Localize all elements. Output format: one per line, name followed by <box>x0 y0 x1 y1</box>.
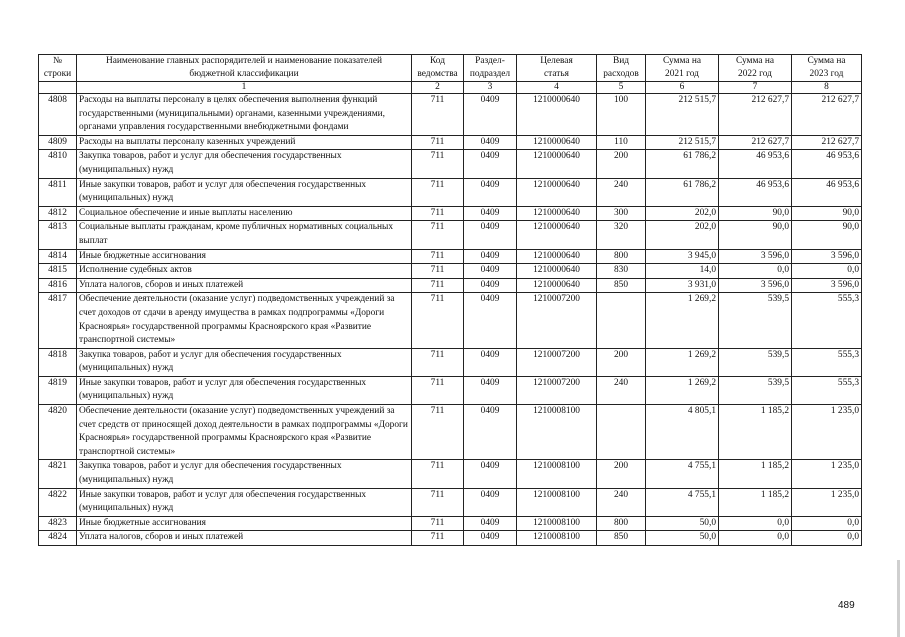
department-code-cell: 711 <box>412 206 464 221</box>
table-row <box>39 460 862 488</box>
expense-type-cell: 200 <box>597 150 646 178</box>
header-sum-2021: Сумма на 2021 год <box>646 55 719 82</box>
sum-2021-cell: 4 805,1 <box>646 405 719 460</box>
row-number-cell: 4810 <box>39 150 77 178</box>
section-cell: 0409 <box>464 150 517 178</box>
name-cell: Иные закупки товаров, работ и услуг для обеспечения государственных (муниципальных) нужд <box>77 488 412 516</box>
sum-2021-cell: 61 786,2 <box>646 178 719 206</box>
target-article-cell: 1210000640 <box>517 249 597 264</box>
table-row <box>39 488 862 516</box>
sum-2023-cell: 1 235,0 <box>792 488 862 516</box>
row-number-cell: 4808 <box>39 94 77 136</box>
target-article-cell: 1210000640 <box>517 206 597 221</box>
expense-type-cell: 240 <box>597 178 646 206</box>
section-cell: 0409 <box>464 376 517 404</box>
name-cell: Закупка товаров, работ и услуг для обеспечения государственных (муниципальных) нужд <box>77 460 412 488</box>
sum-2021-cell: 14,0 <box>646 264 719 279</box>
target-article-cell: 1210000640 <box>517 221 597 249</box>
sum-2022-cell: 3 596,0 <box>719 278 792 293</box>
department-code-cell: 711 <box>412 488 464 516</box>
section-cell: 0409 <box>464 178 517 206</box>
sum-2023-cell: 0,0 <box>792 531 862 546</box>
sum-2021-cell: 202,0 <box>646 221 719 249</box>
sum-2022-cell: 212 627,7 <box>719 94 792 136</box>
target-article-cell: 1210008100 <box>517 460 597 488</box>
table-row <box>39 206 862 221</box>
row-number-cell: 4814 <box>39 249 77 264</box>
table-row <box>39 221 862 249</box>
name-cell: Иные закупки товаров, работ и услуг для обеспечения государственных (муниципальных) нужд <box>77 376 412 404</box>
target-article-cell: 1210008100 <box>517 531 597 546</box>
expense-type-cell: 100 <box>597 94 646 136</box>
name-cell: Уплата налогов, сборов и иных платежей <box>77 278 412 293</box>
sum-2023-cell: 3 596,0 <box>792 249 862 264</box>
table-row <box>39 264 862 279</box>
sum-2021-cell: 1 269,2 <box>646 293 719 348</box>
sum-2023-cell: 90,0 <box>792 206 862 221</box>
name-cell: Иные бюджетные ассигнования <box>77 516 412 531</box>
sum-2022-cell: 1 185,2 <box>719 488 792 516</box>
header-name: Наименование главных распорядителей и наименование показателей бюджетной классификации <box>77 55 412 82</box>
table-row <box>39 150 862 178</box>
target-article-cell: 1210007200 <box>517 348 597 376</box>
sum-2023-cell: 555,3 <box>792 348 862 376</box>
name-cell: Социальное обеспечение и иные выплаты населению <box>77 206 412 221</box>
row-number-cell: 4812 <box>39 206 77 221</box>
expense-type-cell: 320 <box>597 221 646 249</box>
name-cell: Закупка товаров, работ и услуг для обеспечения государственных (муниципальных) нужд <box>77 150 412 178</box>
row-number-cell: 4815 <box>39 264 77 279</box>
table-row <box>39 249 862 264</box>
column-number: 5 <box>597 82 646 94</box>
expense-type-cell <box>597 405 646 460</box>
department-code-cell: 711 <box>412 405 464 460</box>
column-number <box>39 82 77 94</box>
section-cell: 0409 <box>464 135 517 150</box>
sum-2022-cell: 539,5 <box>719 376 792 404</box>
sum-2021-cell: 50,0 <box>646 516 719 531</box>
sum-2023-cell: 90,0 <box>792 221 862 249</box>
name-cell: Социальные выплаты гражданам, кроме публичных нормативных социальных выплат <box>77 221 412 249</box>
row-number-cell: 4819 <box>39 376 77 404</box>
sum-2021-cell: 212 515,7 <box>646 135 719 150</box>
sum-2023-cell: 0,0 <box>792 516 862 531</box>
sum-2021-cell: 1 269,2 <box>646 348 719 376</box>
table-row <box>39 531 862 546</box>
section-cell: 0409 <box>464 264 517 279</box>
row-number-cell: 4813 <box>39 221 77 249</box>
sum-2022-cell: 46 953,6 <box>719 150 792 178</box>
section-cell: 0409 <box>464 206 517 221</box>
expense-type-cell <box>597 293 646 348</box>
sum-2023-cell: 46 953,6 <box>792 178 862 206</box>
table-body <box>39 94 862 546</box>
scan-edge <box>897 560 900 637</box>
sum-2022-cell: 1 185,2 <box>719 460 792 488</box>
sum-2022-cell: 3 596,0 <box>719 249 792 264</box>
column-number: 4 <box>517 82 597 94</box>
expense-type-cell: 240 <box>597 488 646 516</box>
header-department-code: Код ведомства <box>412 55 464 82</box>
expense-type-cell: 300 <box>597 206 646 221</box>
expense-type-cell: 110 <box>597 135 646 150</box>
name-cell: Обеспечение деятельности (оказание услуг) подведомственных учреждений за счет доходов от сдачи в аренду имущества в рамках подпрограммы «Дороги Красноярья» государственной программы Красноярского края «Развитие транспортной системы» <box>77 293 412 348</box>
sum-2021-cell: 212 515,7 <box>646 94 719 136</box>
target-article-cell: 1210000640 <box>517 278 597 293</box>
column-number: 6 <box>646 82 719 94</box>
table-row <box>39 94 862 136</box>
expense-type-cell: 200 <box>597 460 646 488</box>
target-article-cell: 1210007200 <box>517 293 597 348</box>
sum-2021-cell: 202,0 <box>646 206 719 221</box>
section-cell: 0409 <box>464 278 517 293</box>
target-article-cell: 1210000640 <box>517 264 597 279</box>
department-code-cell: 711 <box>412 249 464 264</box>
header-target-article: Целевая статья <box>517 55 597 82</box>
section-cell: 0409 <box>464 405 517 460</box>
expense-type-cell: 800 <box>597 516 646 531</box>
row-number-cell: 4816 <box>39 278 77 293</box>
section-cell: 0409 <box>464 460 517 488</box>
row-number-cell: 4809 <box>39 135 77 150</box>
section-cell: 0409 <box>464 249 517 264</box>
column-number-row <box>39 82 862 94</box>
budget-table <box>38 54 862 546</box>
sum-2023-cell: 46 953,6 <box>792 150 862 178</box>
name-cell: Расходы на выплаты персоналу в целях обеспечения выполнения функций государственными (муниципальными) органами, казенными учреждениями, органами управления государственными внебюджетными фондами <box>77 94 412 136</box>
target-article-cell: 1210000640 <box>517 178 597 206</box>
table-row <box>39 135 862 150</box>
table-row <box>39 178 862 206</box>
table-row <box>39 516 862 531</box>
expense-type-cell: 850 <box>597 278 646 293</box>
sum-2022-cell: 90,0 <box>719 221 792 249</box>
section-cell: 0409 <box>464 348 517 376</box>
header-expense-type: Вид расходов <box>597 55 646 82</box>
name-cell: Закупка товаров, работ и услуг для обеспечения государственных (муниципальных) нужд <box>77 348 412 376</box>
section-cell: 0409 <box>464 94 517 136</box>
target-article-cell: 1210008100 <box>517 488 597 516</box>
name-cell: Обеспечение деятельности (оказание услуг) подведомственных учреждений за счет средств от приносящей доход деятельности в рамках подпрограммы «Дороги Красноярья» государственной программы Красноярского края «Развитие транспортной системы» <box>77 405 412 460</box>
column-number: 2 <box>412 82 464 94</box>
column-number: 8 <box>792 82 862 94</box>
header-row-number: № строки <box>39 55 77 82</box>
section-cell: 0409 <box>464 516 517 531</box>
expense-type-cell: 830 <box>597 264 646 279</box>
column-number: 7 <box>719 82 792 94</box>
sum-2023-cell: 212 627,7 <box>792 135 862 150</box>
department-code-cell: 711 <box>412 531 464 546</box>
sum-2023-cell: 555,3 <box>792 376 862 404</box>
row-number-cell: 4823 <box>39 516 77 531</box>
sum-2023-cell: 1 235,0 <box>792 460 862 488</box>
column-number: 3 <box>464 82 517 94</box>
sum-2021-cell: 1 269,2 <box>646 376 719 404</box>
row-number-cell: 4822 <box>39 488 77 516</box>
sum-2021-cell: 61 786,2 <box>646 150 719 178</box>
sum-2021-cell: 4 755,1 <box>646 488 719 516</box>
department-code-cell: 711 <box>412 460 464 488</box>
sum-2022-cell: 212 627,7 <box>719 135 792 150</box>
target-article-cell: 1210007200 <box>517 376 597 404</box>
target-article-cell: 1210008100 <box>517 516 597 531</box>
sum-2021-cell: 3 931,0 <box>646 278 719 293</box>
section-cell: 0409 <box>464 531 517 546</box>
table-row <box>39 293 862 348</box>
table-row <box>39 278 862 293</box>
department-code-cell: 711 <box>412 94 464 136</box>
section-cell: 0409 <box>464 488 517 516</box>
sum-2021-cell: 4 755,1 <box>646 460 719 488</box>
name-cell: Расходы на выплаты персоналу казенных учреждений <box>77 135 412 150</box>
target-article-cell: 1210000640 <box>517 135 597 150</box>
table-row <box>39 376 862 404</box>
name-cell: Иные закупки товаров, работ и услуг для обеспечения государственных (муниципальных) нужд <box>77 178 412 206</box>
expense-type-cell: 200 <box>597 348 646 376</box>
row-number-cell: 4820 <box>39 405 77 460</box>
sum-2021-cell: 50,0 <box>646 531 719 546</box>
department-code-cell: 711 <box>412 178 464 206</box>
department-code-cell: 711 <box>412 278 464 293</box>
header-section: Раздел- подраздел <box>464 55 517 82</box>
expense-type-cell: 800 <box>597 249 646 264</box>
table-row <box>39 348 862 376</box>
department-code-cell: 711 <box>412 221 464 249</box>
department-code-cell: 711 <box>412 516 464 531</box>
name-cell: Иные бюджетные ассигнования <box>77 249 412 264</box>
department-code-cell: 711 <box>412 376 464 404</box>
row-number-cell: 4821 <box>39 460 77 488</box>
target-article-cell: 1210008100 <box>517 405 597 460</box>
row-number-cell: 4818 <box>39 348 77 376</box>
target-article-cell: 1210000640 <box>517 94 597 136</box>
sum-2022-cell: 0,0 <box>719 516 792 531</box>
expense-type-cell: 850 <box>597 531 646 546</box>
sum-2022-cell: 46 953,6 <box>719 178 792 206</box>
department-code-cell: 711 <box>412 135 464 150</box>
column-number: 1 <box>77 82 412 94</box>
sum-2022-cell: 0,0 <box>719 531 792 546</box>
sum-2023-cell: 0,0 <box>792 264 862 279</box>
department-code-cell: 711 <box>412 348 464 376</box>
section-cell: 0409 <box>464 293 517 348</box>
department-code-cell: 711 <box>412 264 464 279</box>
sum-2023-cell: 212 627,7 <box>792 94 862 136</box>
name-cell: Уплата налогов, сборов и иных платежей <box>77 531 412 546</box>
sum-2023-cell: 3 596,0 <box>792 278 862 293</box>
row-number-cell: 4824 <box>39 531 77 546</box>
expense-type-cell: 240 <box>597 376 646 404</box>
row-number-cell: 4817 <box>39 293 77 348</box>
sum-2022-cell: 1 185,2 <box>719 405 792 460</box>
row-number-cell: 4811 <box>39 178 77 206</box>
page-number: 489 <box>838 600 855 611</box>
table-header <box>39 55 862 94</box>
sum-2022-cell: 539,5 <box>719 293 792 348</box>
sum-2022-cell: 539,5 <box>719 348 792 376</box>
sum-2021-cell: 3 945,0 <box>646 249 719 264</box>
sum-2022-cell: 0,0 <box>719 264 792 279</box>
header-sum-2023: Сумма на 2023 год <box>792 55 862 82</box>
sum-2023-cell: 1 235,0 <box>792 405 862 460</box>
section-cell: 0409 <box>464 221 517 249</box>
header-sum-2022: Сумма на 2022 год <box>719 55 792 82</box>
name-cell: Исполнение судебных актов <box>77 264 412 279</box>
department-code-cell: 711 <box>412 150 464 178</box>
department-code-cell: 711 <box>412 293 464 348</box>
target-article-cell: 1210000640 <box>517 150 597 178</box>
sum-2023-cell: 555,3 <box>792 293 862 348</box>
table-row <box>39 405 862 460</box>
sum-2022-cell: 90,0 <box>719 206 792 221</box>
